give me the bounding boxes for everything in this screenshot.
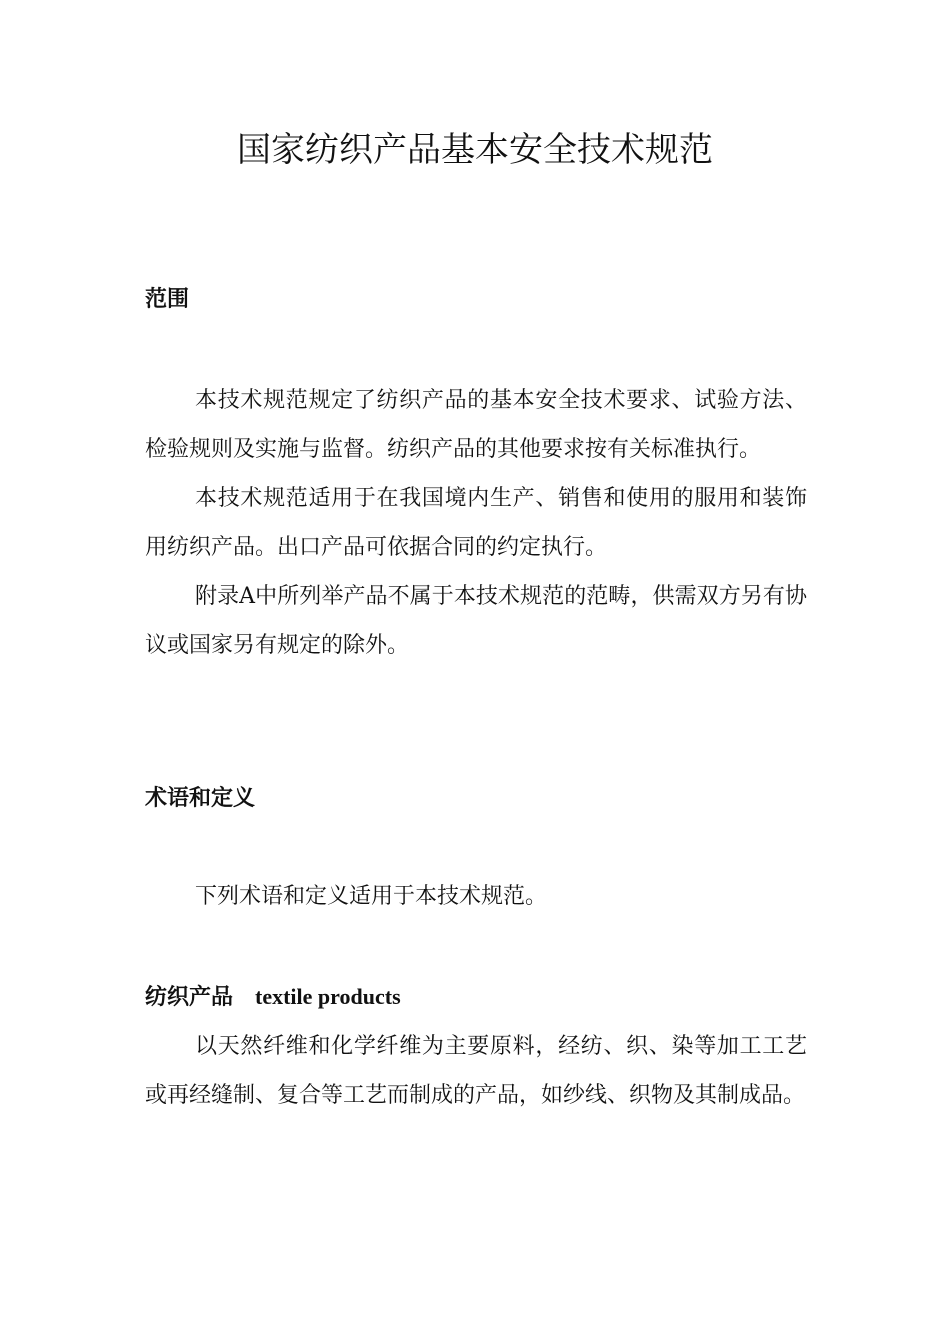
document-title: 国家纺织产品基本安全技术规范	[237, 130, 713, 170]
term-english: textile products	[255, 984, 401, 1009]
term-chinese: 纺织产品	[145, 984, 234, 1010]
section-terms-body	[145, 872, 807, 921]
scope-paragraph-2: 本技术规范适用于在我国境内生产、销售和使用的服用和装饰用纺织产品。出口产品可依据合同的约定执行。	[145, 486, 807, 560]
section-heading-terms: 术语和定义	[145, 785, 256, 811]
section-scope-heading-block	[145, 284, 807, 314]
term-textile-products-heading-block	[145, 982, 807, 1012]
section-heading-scope: 范围	[145, 286, 190, 312]
term-definition-textile-products: 以天然纤维和化学纤维为主要原料，经纺、织、染等加工工艺或再经缝制、复合等工艺而制成的产品，如纱线、织物及其制成品。	[145, 1034, 807, 1108]
term-heading-textile-products	[145, 982, 807, 1012]
section-terms-heading-block	[145, 783, 807, 813]
terms-intro-paragraph: 下列术语和定义适用于本技术规范。	[195, 884, 548, 909]
scope-paragraph-1: 本技术规范规定了纺织产品的基本安全技术要求、试验方法、检验规则及实施与监督。纺织产品的其他要求按有关标准执行。	[145, 388, 807, 462]
section-scope-body	[145, 376, 807, 670]
term-textile-products-definition-block	[145, 1022, 807, 1120]
scope-paragraph-3: 附录A中所列举产品不属于本技术规范的范畴，供需双方另有协议或国家另有规定的除外。	[145, 584, 807, 658]
